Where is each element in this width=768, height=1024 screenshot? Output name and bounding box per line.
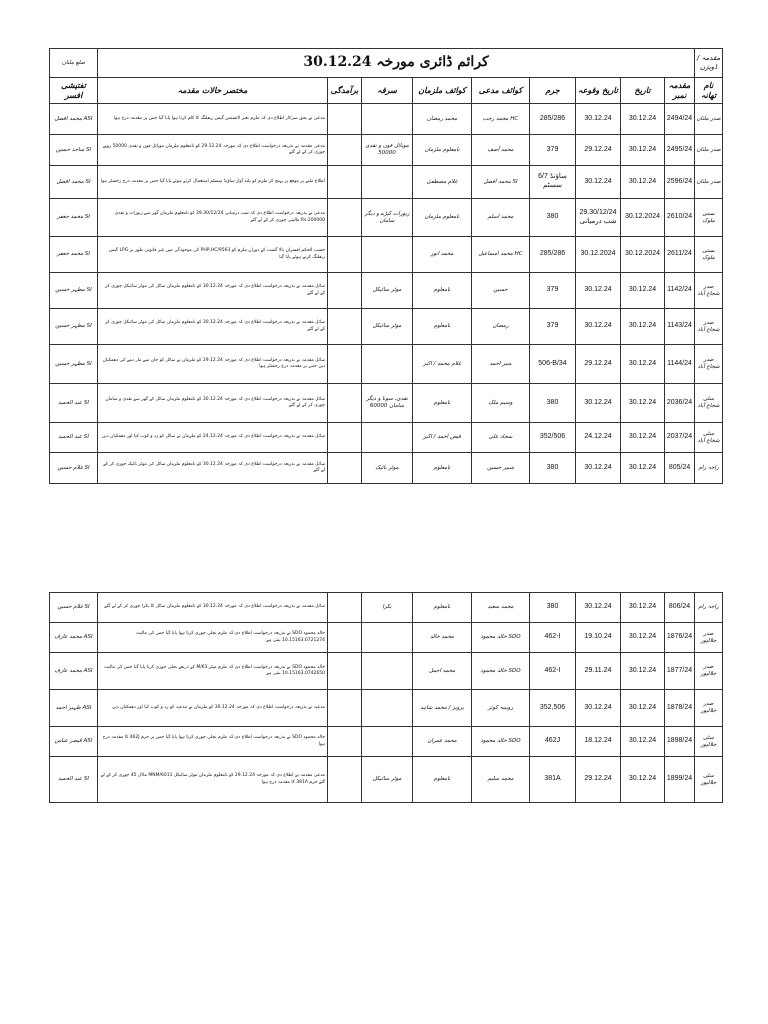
crime-section-cell: 462J [530,727,576,757]
case-details-cell: سائل مقدمہ نے بذریعہ درخواست اطلاع دی کہ مورخہ 30.12.24 کو نامعلوم ملزمان سائل کے گھر سے نقدی و سامان چوری کر کے لے گئے [98,384,328,423]
recovered-cell [328,623,362,653]
recovered-cell [328,199,362,237]
investigating-officer-cell: ظہیر احمد ASI [50,690,98,727]
complainant-cell: رمضان [472,309,530,345]
recovered-cell [328,423,362,453]
accused-cell: فیض احمد / اکبر [413,423,472,453]
crime-section-cell: 285/286 [530,237,576,273]
column-header: کوائف مدعی [472,78,530,104]
accused-cell: نامعلوم ملزمان [413,135,472,166]
stolen-property-cell [362,104,413,135]
complainant-cell: شبیر حسین [472,453,530,484]
occurrence-date-cell: 29.12.24 [576,757,621,803]
stolen-property-cell [362,623,413,653]
occurrence-date-cell: 30.12.24 [576,453,621,484]
complainant-cell: سجاد علی [472,423,530,453]
stolen-property-cell [362,423,413,453]
table-row [50,623,723,653]
stolen-property-cell [362,166,413,199]
date-cell: 30.12.24 [621,135,665,166]
police-station-cell: صدر شجاع آباد [695,345,723,384]
case-details-cell: خالد محمود SDO نے بذریعہ درخواست اطلاع دی کہ ملزم میٹر M/63 کے ذریعے بجلی چوری کرتا پایا گیا جس کی مالیت 10.15163.0742650 بنتی ہے [98,653,328,690]
crime-section-cell: 379 [530,273,576,309]
complainant-cell: خالد محمود SDO [472,727,530,757]
recovered-cell [328,273,362,309]
date-cell: 30.12.24 [621,273,665,309]
case-details-cell: سائل مقدمہ نے بذریعہ درخواست اطلاع دی کہ مورخہ 24.12.24 کو ملزمان نے سائل کو زد و کوب کیا اور دھمکیاں دیں [98,423,328,453]
column-header: نام تھانہ [695,78,723,104]
recovered-cell [328,757,362,803]
police-station-cell: صدر ملتان [695,104,723,135]
recovered-cell [328,135,362,166]
recovered-cell [328,166,362,199]
recovered-cell [328,384,362,423]
case-number-cell: 1142/24 [665,273,695,309]
column-header: کوائف ملزمان [413,78,472,104]
date-cell: 30.12.2024 [621,237,665,273]
table-row [50,237,723,273]
case-details-cell: مدعی مقدمہ نے بذریعہ درخواست اطلاع دی کہ مورخہ 29.12.24 کو نامعلوم ملزمان موبائل فون و نقدی 50000 روپے چوری کر کے لے گئے [98,135,328,166]
stolen-property-cell [362,653,413,690]
occurrence-date-cell: 19.10.24 [576,623,621,653]
police-station-cell: راجہ رام [695,453,723,484]
occurrence-date-cell: 30.12.24 [576,273,621,309]
case-details-cell: سائل مقدمہ نے بذریعہ درخواست اطلاع دی کہ مورخہ 30.12.24 کو نامعلوم ملزمان سائل کی موٹر بائیک چوری کر کے لے گئے [98,453,328,484]
stolen-property-cell: موٹر بائیک [362,453,413,484]
accused-cell: نامعلوم ملزمان [413,199,472,237]
column-header: جرم [530,78,576,104]
accused-cell: نامعلوم [413,384,472,423]
occurrence-date-cell: 29.30/12/24 شب درمیانی [576,199,621,237]
case-number-cell: 1899/24 [665,757,695,803]
crime-section-cell: 380 [530,199,576,237]
table-row [50,453,723,484]
case-details-cell: اطلاع ملنے پر موقع پر پہنچ کر ملزم کو بلند آواز ساؤنڈ سسٹم استعمال کرتے ہوئے پایا گیا جس پر مقدمہ درج رجسٹر ہوا [98,166,328,199]
investigating-officer-cell: عبد الحمید SI [50,757,98,803]
stolen-property-cell: نقدی، سونا و دیگر سامان 60000 [362,384,413,423]
crime-section-cell: 506-B/34 [530,345,576,384]
complainant-cell: محمد سعید [472,593,530,623]
investigating-officer-cell: قیصر عباس ASI [50,727,98,757]
crime-section-cell: 285/286 [530,104,576,135]
recovered-cell [328,309,362,345]
table-row [50,593,723,623]
complainant-cell: خالد محمود SDO [472,653,530,690]
crime-section-cell: 379 [530,309,576,345]
police-station-cell: راجہ رام [695,593,723,623]
accused-cell: محمد رمضان [413,104,472,135]
crime-section-cell: 380 [530,593,576,623]
complainant-cell: محمد اسلم [472,199,530,237]
case-number-cell: 1877/24 [665,653,695,690]
complainant-cell: حسین [472,273,530,309]
table-row [50,104,723,135]
stolen-property-cell [362,690,413,727]
table-row [50,135,723,166]
crime-section-cell: 352,506 [530,690,576,727]
case-details-cell: سائل مقدمہ نے بذریعہ درخواست اطلاع دی کہ مورخہ 30.12.24 کو نامعلوم ملزمان سائل کا بکرا چوری کر کے لے گئے [98,593,328,623]
case-details-cell: سائل مقدمہ نے بذریعہ درخواست اطلاع دی کہ مورخہ 30.12.24 کو نامعلوم ملزمان سائل کی موٹر سائیکل چوری کر کے لے گئے [98,309,328,345]
accused-cell: محمد اجمل [413,653,472,690]
complainant-cell: خالد محمود SDO [472,623,530,653]
table-row [50,653,723,690]
case-number-cell: 1878/24 [665,690,695,727]
stolen-property-cell: موٹر سائیکل [362,309,413,345]
table-row [50,273,723,309]
accused-cell: نامعلوم [413,593,472,623]
occurrence-date-cell: 30.12.24 [576,104,621,135]
stolen-property-cell: زیورات کپڑے و دیگر سامان [362,199,413,237]
recovered-cell [328,453,362,484]
document-title: کرائم ڈائری مورخہ 30.12.24 [98,49,695,78]
recovered-cell [328,237,362,273]
recovered-cell [328,727,362,757]
crime-section-cell: 380 [530,384,576,423]
case-details-cell: سائل مقدمہ نے بذریعہ درخواست اطلاع دی کہ مورخہ 30.12.24 کو نامعلوم ملزمان سائل کی موٹر سائیکل چوری کر کے لے گئے [98,273,328,309]
police-station-cell: سٹی جلالپور [695,727,723,757]
police-station-cell: سٹی شجاع آباد [695,423,723,453]
case-number-cell: 1876/24 [665,623,695,653]
complainant-cell: محمد سلیم [472,757,530,803]
accused-cell: غلام محمد / اکبر [413,345,472,384]
police-station-cell: صدر شجاع آباد [695,309,723,345]
police-station-cell: سٹی جلالپور [695,757,723,803]
investigating-officer-cell: محمد افضل SI [50,166,98,199]
case-number-cell: 1143/24 [665,309,695,345]
investigating-officer-cell: عبد الحمید SI [50,384,98,423]
case-details-cell: مدعیہ نے بذریعہ درخواست اطلاع دی کہ مورخہ 30.12.24 کو ملزمان نے مدعیہ کو زد و کوب کیا اور دھمکیاں دیں [98,690,328,727]
crime-section-cell: 462-I [530,623,576,653]
date-cell: 30.12.24 [621,653,665,690]
investigating-officer-cell: محمد جعفر SI [50,199,98,237]
column-header: تفتیشی افسر [50,78,98,104]
case-details-cell: سائل مقدمہ نے بذریعہ درخواست اطلاع دی کہ مورخہ 29.12.24 کو ملزمان نے سائل کو جان سے مار دینے کی دھمکیاں دیں جس پر مقدمہ درج رجسٹر ہوا [98,345,328,384]
investigating-officer-cell: محمد جعفر SI [50,237,98,273]
date-cell: 30.12.24 [621,727,665,757]
investigating-officer-cell: محمد عارف ASI [50,653,98,690]
case-details-cell: حسب الحکم افسران بالا گشت کے دوران ملزم کو PHP,HC/9563 کی موجودگی میں غیر قانونی طور پر LPG گیس ریفلنگ کرتے ہوئے پایا گیا [98,237,328,273]
recovered-cell [328,104,362,135]
case-number-cell: 2036/24 [665,384,695,423]
occurrence-date-cell: 30.12.24 [576,593,621,623]
complainant-cell: وسیم ملک [472,384,530,423]
column-header: تاریخ [621,78,665,104]
occurrence-date-cell: 18.12.24 [576,727,621,757]
table-row [50,384,723,423]
date-cell: 30.12.24 [621,623,665,653]
case-details-cell: مدعی نے بذریعہ درخواست اطلاع دی کہ شب درمیانی 29.30/12/24 کو نامعلوم ملزمان گھر سے زیورات و نقدی Rs.200000 مالیتی چوری کر کے لے گئے [98,199,328,237]
occurrence-date-cell: 30.12.24 [576,690,621,727]
complainant-cell: محمد آصف [472,135,530,166]
date-cell: 30.12.24 [621,757,665,803]
police-station-cell: صدر جلالپور [695,690,723,727]
date-cell: 30.12.24 [621,423,665,453]
recovered-cell [328,593,362,623]
corner-label: مقدمہ / ڈویژن [695,49,723,78]
stolen-property-cell: بکرا [362,593,413,623]
investigating-officer-cell: محمد عارف ASI [50,623,98,653]
occurrence-date-cell: 29.11.24 [576,653,621,690]
accused-cell: نامعلوم [413,273,472,309]
occurrence-date-cell: 30.12.24 [576,384,621,423]
case-number-cell: 1898/24 [665,727,695,757]
date-cell: 30.12.24 [621,345,665,384]
investigating-officer-cell: مظہر حسین SI [50,309,98,345]
crime-section-cell: 6/7 ساؤنڈ سسٹم [530,166,576,199]
district-label: ضلع ملتان [50,49,98,78]
table-row [50,345,723,384]
occurrence-date-cell: 24.12.24 [576,423,621,453]
table-row [50,166,723,199]
police-station-cell: سٹی شجاع آباد [695,384,723,423]
case-number-cell: 2610/24 [665,199,695,237]
column-header: تاریخ وقوعہ [576,78,621,104]
stolen-property-cell [362,237,413,273]
complainant-cell: محمد رجب HC [472,104,530,135]
occurrence-date-cell: 29.12.24 [576,345,621,384]
date-cell: 30.12.24 [621,166,665,199]
complainant-cell: روبینہ کوثر [472,690,530,727]
stolen-property-cell [362,345,413,384]
case-number-cell: 1144/24 [665,345,695,384]
investigating-officer-cell: غلام حسین SI [50,453,98,484]
column-header: مختصر حالات مقدمہ [98,78,328,104]
date-cell: 30.12.24 [621,690,665,727]
occurrence-date-cell: 29.12.24 [576,135,621,166]
stolen-property-cell [362,727,413,757]
police-station-cell: صدر جلالپور [695,653,723,690]
case-number-cell: 2596/24 [665,166,695,199]
crime-section-cell: 462-I [530,653,576,690]
crime-section-cell: 381A [530,757,576,803]
investigating-officer-cell: مظہر حسین SI [50,273,98,309]
crime-diary-table-page-1 [49,48,723,484]
table-row [50,199,723,237]
column-header: برآمدگی [328,78,362,104]
recovered-cell [328,653,362,690]
stolen-property-cell: موٹر سائیکل [362,273,413,309]
date-cell: 30.12.24 [621,593,665,623]
stolen-property-cell: موٹر سائیکل [362,757,413,803]
accused-cell: نامعلوم [413,757,472,803]
case-number-cell: 2494/24 [665,104,695,135]
case-number-cell: 2037/24 [665,423,695,453]
table-row [50,423,723,453]
police-station-cell: صدر ملتان [695,135,723,166]
case-details-cell: خالد محمود SDO نے بذریعہ درخواست اطلاع دی کہ ملزم بجلی چوری کرتا ہوا پایا گیا جس کی مالیت 10.15163.0721274 بنتی ہے [98,623,328,653]
accused-cell: محمد خالد [413,623,472,653]
date-cell: 30.12.24 [621,453,665,484]
accused-cell: محمد انور [413,237,472,273]
accused-cell: نامعلوم [413,309,472,345]
police-station-cell: صدر شجاع آباد [695,273,723,309]
crime-section-cell: 380 [530,453,576,484]
accused-cell: پرویز / محمد شاہد [413,690,472,727]
accused-cell: نامعلوم [413,453,472,484]
case-details-cell: خالد محمود SDO نے بذریعہ درخواست اطلاع دی کہ ملزم بجلی چوری کرتا ہوا پایا گیا جس پر جرم 462J کا مقدمہ درج ہوا [98,727,328,757]
investigating-officer-cell: غلام حسین SI [50,593,98,623]
case-number-cell: 2611/24 [665,237,695,273]
date-cell: 30.12.24 [621,384,665,423]
police-station-cell: بستی ملوک [695,199,723,237]
complainant-cell: محمد افضل SI [472,166,530,199]
police-station-cell: صدر جلالپور [695,623,723,653]
complainant-cell: منیر احمد [472,345,530,384]
table-row [50,727,723,757]
case-number-cell: 806/24 [665,593,695,623]
case-details-cell: مدعی مقدمہ نے اطلاع دی کہ مورخہ 29.12.24 کو نامعلوم ملزمان موٹر سائیکل MNM/6011 ماڈل 45 چوری کر کے لے گئے جرم 381A کا مقدمہ درج ہوا [98,757,328,803]
column-header: مقدمہ نمبر [665,78,695,104]
case-details-cell: مدعی نے بحق سرکار اطلاع دی کہ ملزم بغیر لائسنس گیس ریفلنگ کا کام کرتا ہوا پایا گیا جس پر مقدمہ درج ہوا [98,104,328,135]
crime-section-cell: 352/506 [530,423,576,453]
date-cell: 30.12.2024 [621,199,665,237]
table-row [50,690,723,727]
case-number-cell: 2495/24 [665,135,695,166]
occurrence-date-cell: 30.12.24 [576,166,621,199]
case-number-cell: 805/24 [665,453,695,484]
table-row [50,309,723,345]
police-station-cell: بستی ملوک [695,237,723,273]
date-cell: 30.12.24 [621,104,665,135]
occurrence-date-cell: 30.12.24 [576,309,621,345]
stolen-property-cell: موبائل فون و نقدی 50000 [362,135,413,166]
investigating-officer-cell: محمد افضل ASI [50,104,98,135]
crime-diary-table-page-2 [49,592,723,803]
investigating-officer-cell: ساجد حسین SI [50,135,98,166]
investigating-officer-cell: عبد الحمید SI [50,423,98,453]
recovered-cell [328,345,362,384]
header-row [50,78,723,104]
occurrence-date-cell: 30.12.2024 [576,237,621,273]
column-header: سرقہ [362,78,413,104]
table-row [50,757,723,803]
date-cell: 30.12.24 [621,309,665,345]
crime-section-cell: 379 [530,135,576,166]
accused-cell: غلام مصطفیٰ [413,166,472,199]
recovered-cell [328,690,362,727]
complainant-cell: محمد اسماعیل HC [472,237,530,273]
police-station-cell: صدر ملتان [695,166,723,199]
investigating-officer-cell: مظہر حسین SI [50,345,98,384]
accused-cell: محمد عمران [413,727,472,757]
